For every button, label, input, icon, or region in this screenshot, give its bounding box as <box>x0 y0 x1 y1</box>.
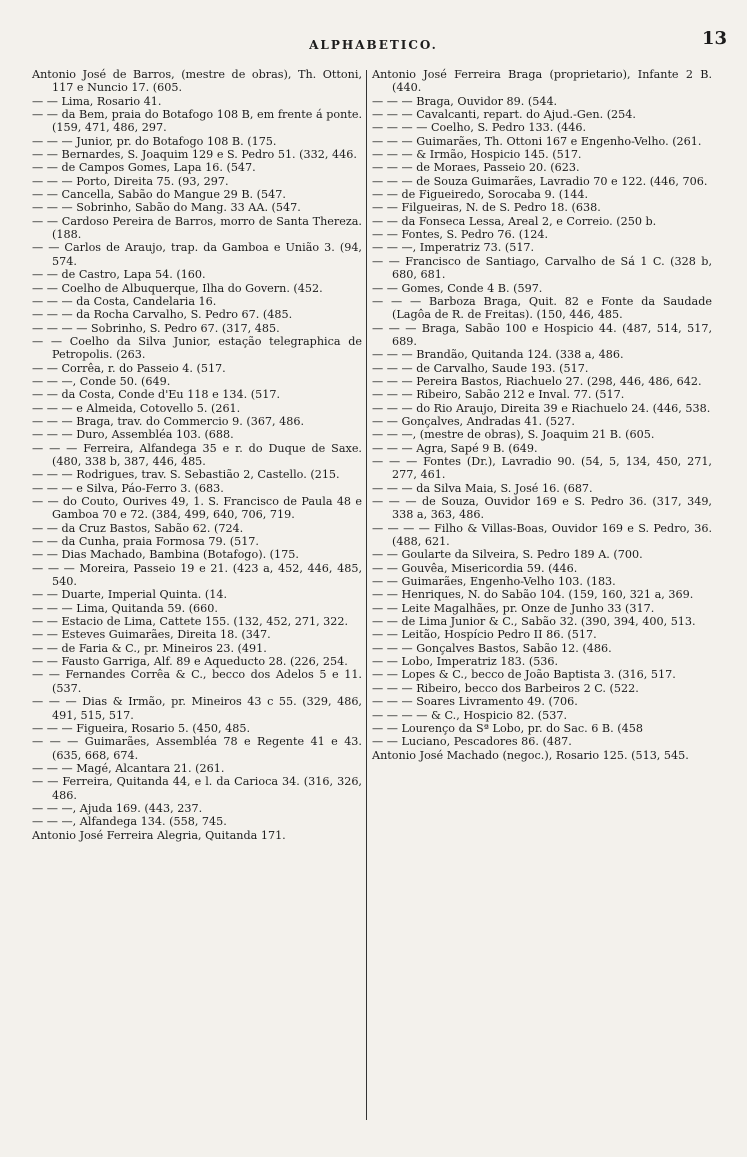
directory-entry: — — Fontes, S. Pedro 76. (124. <box>372 228 548 242</box>
directory-entry: — — — Braga, trav. do Commercio 9. (367, 486. <box>32 414 305 428</box>
directory-entry: — — — e Silva, Páo-Ferro 3. (683. <box>32 481 224 495</box>
directory-entry: — — Bernardes, S. Joaquim 129 e S. Pedro 51. (332, 446. <box>32 148 357 162</box>
directory-entry: — — Henriques, N. do Sabão 104. (159, 160, 321 a, 369. <box>372 588 694 602</box>
directory-entry: — — da Cunha, praia Formosa 79. (517. <box>32 535 259 549</box>
directory-entry: — — — Cavalcanti, repart. do Ajud.-Gen. (254. <box>372 108 636 122</box>
directory-entry: — — —, (mestre de obras), S. Joaquim 21 B. (605. <box>372 428 655 442</box>
directory-entry: — — — Sobrinho, Sabão do Mang. 33 AA. (547. <box>32 201 301 215</box>
directory-entry: — — — Lima, Quitanda 59. (660. <box>32 601 218 615</box>
directory-entry: — — — Ribeiro, becco dos Barbeiros 2 C. (522. <box>372 681 639 695</box>
directory-entry: — — — Brandão, Quitanda 124. (338 a, 486. <box>372 348 624 362</box>
directory-entry: — — —, Imperatriz 73. (517. <box>372 241 535 255</box>
directory-entry: — — Fernandes Corrêa & C., becco dos Adelos 5 e 11. (537. <box>32 668 362 695</box>
directory-entry: — — — de Carvalho, Saude 193. (517. <box>372 361 589 375</box>
directory-entry: — — — Barboza Braga, Quit. 82 e Fonte da Saudade (Lagôa de R. de Freitas). (150, 446, 485. <box>372 294 712 322</box>
directory-entry: — — de Lima Junior & C., Sabão 32. (390, 394, 400, 513. <box>372 615 696 629</box>
directory-entry: — — Cardoso Pereira de Barros, morro de Santa Thereza. (188. <box>32 214 362 242</box>
directory-entry: — — — — Filho & Villas-Boas, Ouvidor 169 e S. Pedro, 36. (488, 621. <box>372 521 712 549</box>
directory-entry: Antonio José de Barros, (mestre de obras), Th. Ottoni, 117 e Nuncio 17. (605. <box>32 68 362 95</box>
page-header <box>0 28 747 56</box>
directory-entry: — — Coelho de Albuquerque, Ilha do Govern. (452. <box>32 281 323 295</box>
directory-entry: Antonio José Ferreira Alegria, Quitanda 171. <box>32 828 286 842</box>
directory-entry: — — — Fontes (Dr.), Lavradio 90. (54, 5, 134, 450, 271, 277, 461. <box>372 454 712 482</box>
directory-entry: — — —, Ajuda 169. (443, 237. <box>32 801 203 815</box>
directory-entry: — — Coelho da Silva Junior, estação telegraphica de Petropolis. (263. <box>32 334 362 362</box>
directory-entry: — — Corrêa, r. do Passeio 4. (517. <box>32 361 226 375</box>
directory-entry: — — Lima, Rosario 41. <box>32 94 162 108</box>
directory-entry: — — — Braga, Sabão 100 e Hospicio 44. (487, 514, 517, 689. <box>372 321 712 348</box>
left-column <box>32 68 362 842</box>
directory-entry: — — Luciano, Pescadores 86. (487. <box>372 735 572 749</box>
directory-entry: — — Carlos de Araujo, trap. da Gamboa e União 3. (94, 574. <box>32 241 362 268</box>
directory-entry: — — — Ferreira, Alfandega 35 e r. do Duque de Saxe. (480, 338 b, 387, 446, 485. <box>32 441 362 468</box>
directory-entry: — — — Soares Livramento 49. (706. <box>372 695 578 709</box>
directory-entry: — — — do Rio Araujo, Direita 39 e Riachuelo 24. (446, 538. <box>372 401 711 415</box>
directory-entry: — — Cancella, Sabão do Mangue 29 B. (547. <box>32 188 286 202</box>
right-column <box>372 68 712 762</box>
directory-entry: — — da Cruz Bastos, Sabão 62. (724. <box>32 521 244 535</box>
directory-entry: — — — Dias & Irmão, pr. Mineiros 43 c 55. (329, 486, 491, 515, 517. <box>32 695 362 722</box>
directory-entry: — — — e Almeida, Cotovello 5. (261. <box>32 401 241 415</box>
directory-entry: — — Dias Machado, Bambina (Botafogo). (175. <box>32 548 299 562</box>
directory-entry: — — da Bem, praia do Botafogo 108 B, em frente á ponte. (159, 471, 486, 297. <box>32 108 362 135</box>
directory-entry: — — — Junior, pr. do Botafogo 108 B. (175. <box>32 134 277 148</box>
directory-entry: — — —, Alfandega 134. (558, 745. <box>32 815 227 829</box>
directory-entry: — — — Guimarães, Th. Ottoni 167 e Engenho-Velho. (261. <box>372 134 702 148</box>
directory-entry: — — —, Conde 50. (649. <box>32 374 171 388</box>
directory-entry: Antonio José Ferreira Braga (proprietario), Infante 2 B. (440. <box>372 68 712 95</box>
directory-entry: — — — — & C., Hospicio 82. (537. <box>372 708 568 722</box>
directory-entry: — — — Magé, Alcantara 21. (261. <box>32 761 225 775</box>
page-title: ALPHABETICO. <box>309 38 438 52</box>
directory-entry: Antonio José Machado (negoc.), Rosario 125. (513, 545. <box>372 748 689 762</box>
directory-entry: — — da Fonseca Lessa, Areal 2, e Correio. (250 b. <box>372 214 657 228</box>
directory-entry: — — do Couto, Ourives 49, 1. S. Francisco de Paula 48 e Gamboa 70 e 72. (384, 499, 640, 706, 719. <box>32 495 362 522</box>
directory-entry: — — — de Moraes, Passeio 20. (623. <box>372 161 580 175</box>
directory-entry: — — — de Souza, Ouvidor 169 e S. Pedro 36. (317, 349, 338 a, 363, 486. <box>372 495 712 522</box>
directory-entry: — — Lobo, Imperatriz 183. (536. <box>372 655 559 669</box>
directory-entry: — — — Ribeiro, Sabão 212 e Inval. 77. (517. <box>372 388 625 402</box>
directory-entry: — — Duarte, Imperial Quinta. (14. <box>32 588 228 602</box>
directory-entry: — — Gomes, Conde 4 B. (597. <box>372 281 543 295</box>
directory-entry: — — — Figueira, Rosario 5. (450, 485. <box>32 721 251 735</box>
directory-entry: — — — — Sobrinho, S. Pedro 67. (317, 485. <box>32 321 280 335</box>
directory-entry: — — Leite Magalhães, pr. Onze de Junho 33 (317. <box>372 601 655 615</box>
directory-entry: — — Ferreira, Quitanda 44, e l. da Carioca 34. (316, 326, 486. <box>32 775 362 802</box>
directory-entry: — — — Braga, Ouvidor 89. (544. <box>372 94 558 108</box>
directory-entry: — — Gouvêa, Misericordia 59. (446. <box>372 561 578 575</box>
directory-entry: — — da Costa, Conde d'Eu 118 e 134. (517. <box>32 388 281 402</box>
directory-entry: — — Gonçalves, Andradas 41. (527. <box>372 414 575 428</box>
directory-entry: — — Guimarães, Engenho-Velho 103. (183. <box>372 575 616 589</box>
page-number: 13 <box>701 28 727 49</box>
directory-entry: — — — — Coelho, S. Pedro 133. (446. <box>372 121 587 135</box>
directory-entry: — — Fausto Garriga, Alf. 89 e Aqueducto 28. (226, 254. <box>32 655 348 669</box>
directory-entry: — — Lourenço da Sª Lobo, pr. do Sac. 6 B. (458 <box>372 721 643 735</box>
directory-entry: — — Goularte da Silveira, S. Pedro 189 A. (700. <box>372 548 643 562</box>
directory-entry: — — — Moreira, Passeio 19 e 21. (423 a, 452, 446, 485, 540. <box>32 561 362 589</box>
directory-entry: — — de Campos Gomes, Lapa 16. (547. <box>32 161 256 175</box>
column-divider <box>366 70 367 1120</box>
directory-entry: — — Lopes & C., becco de João Baptista 3. (316, 517. <box>372 668 676 682</box>
directory-entry: — — — da Rocha Carvalho, S. Pedro 67. (485. <box>32 308 293 322</box>
directory-entry: — — — Rodrigues, trav. S. Sebastião 2, Castello. (215. <box>32 468 340 482</box>
directory-entry: — — de Castro, Lapa 54. (160. <box>32 268 206 282</box>
directory-entry: — — — de Souza Guimarães, Lavradio 70 e 122. (446, 706. <box>372 174 708 188</box>
directory-entry: — — — da Costa, Candelaria 16. <box>32 294 217 308</box>
directory-entry: — — Francisco de Santiago, Carvalho de Sá 1 C. (328 b, 680, 681. <box>372 254 712 282</box>
directory-entry: — — — Guimarães, Assembléa 78 e Regente 41 e 43. (635, 668, 674. <box>32 735 362 762</box>
directory-entry: — — Estacio de Lima, Cattete 155. (132, 452, 271, 322. <box>32 615 349 629</box>
directory-entry: — — — Agra, Sapé 9 B. (649. <box>372 441 538 455</box>
directory-entry: — — Filgueiras, N. de S. Pedro 18. (638. <box>372 201 601 215</box>
directory-entry: — — de Figueiredo, Sorocaba 9. (144. <box>372 188 589 202</box>
directory-entry: — — Leitão, Hospício Pedro II 86. (517. <box>372 628 597 642</box>
directory-entry: — — — Duro, Assembléa 103. (688. <box>32 428 234 442</box>
directory-entry: — — — Porto, Direita 75. (93, 297. <box>32 174 229 188</box>
directory-entry: — — — Pereira Bastos, Riachuelo 27. (298, 446, 486, 642. <box>372 374 702 388</box>
directory-entry: — — — & Irmão, Hospicio 145. (517. <box>372 148 582 162</box>
directory-entry: — — — Gonçalves Bastos, Sabão 12. (486. <box>372 641 612 655</box>
directory-entry: — — Esteves Guimarães, Direita 18. (347. <box>32 628 271 642</box>
directory-entry: — — de Faria & C., pr. Mineiros 23. (491. <box>32 641 267 655</box>
directory-entry: — — — da Silva Maia, S. José 16. (687. <box>372 481 593 495</box>
